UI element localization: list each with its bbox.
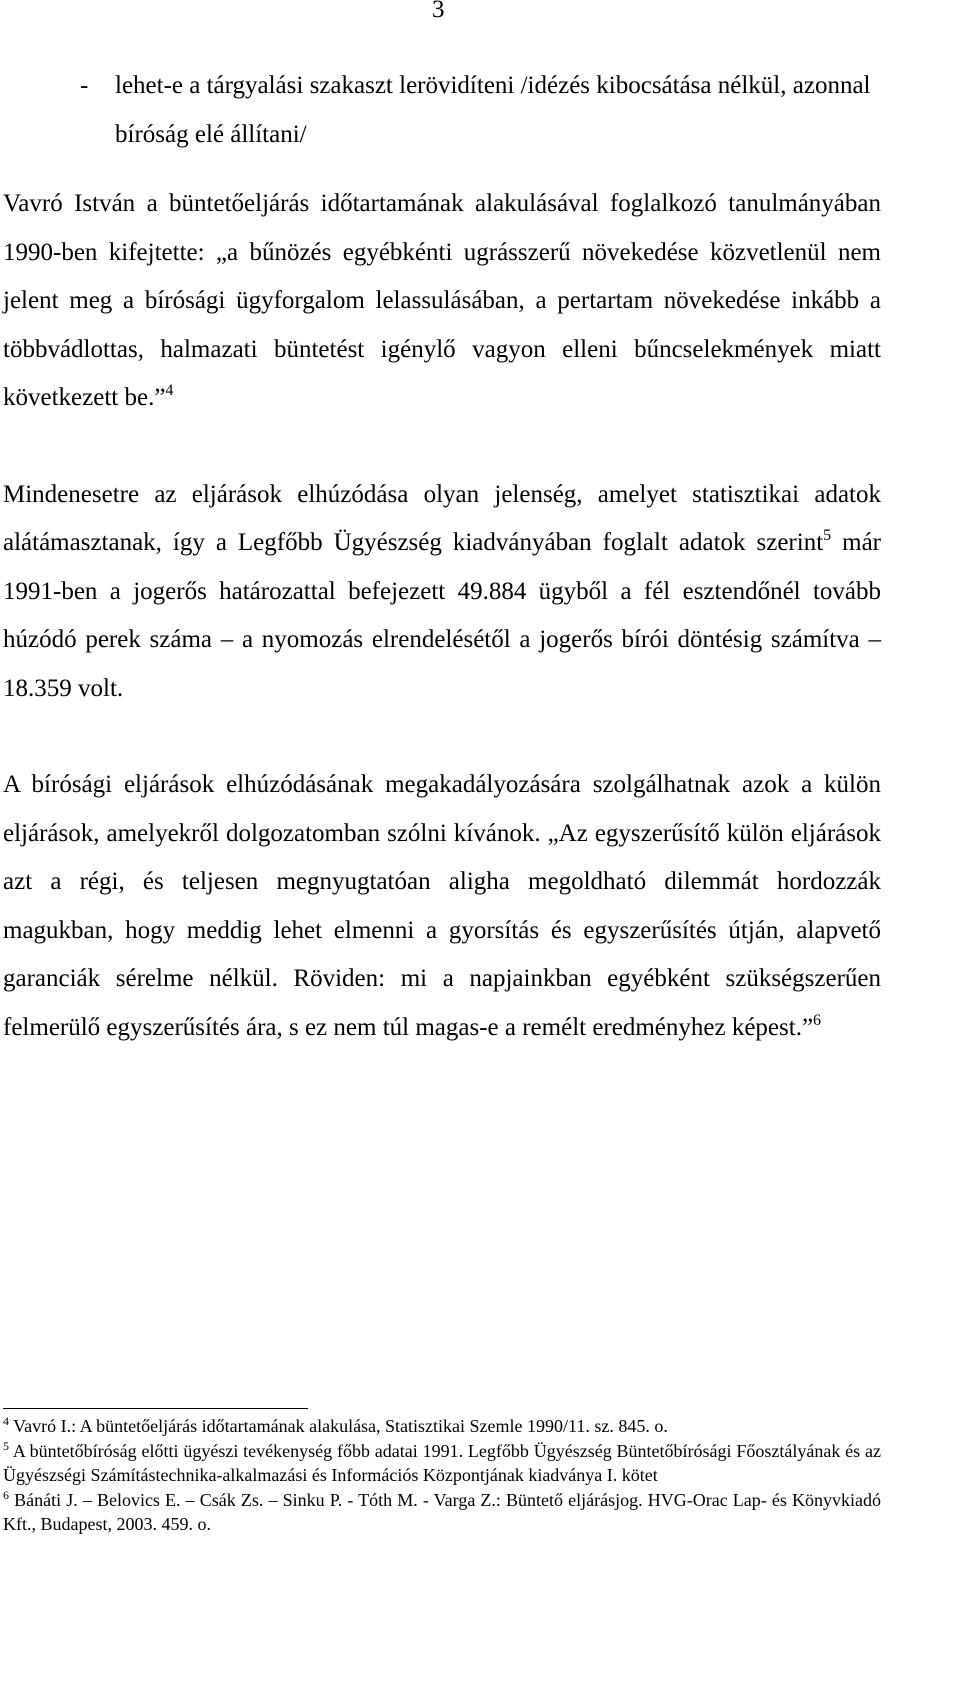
footnote-number: 6 xyxy=(3,1487,9,1502)
paragraph-statistics xyxy=(3,471,881,714)
paragraph-text: A bírósági eljárások elhúzódásának megakadályozására szolgálhatnak azok a külön eljárások, amelyekről dolgozatomban szólni kívánok. „Az egyszerűsítő külön eljárások azt a régi, és teljesen megnyugtatóan aligha megoldható dilemmát hordozzák magukban, hogy meddig lehet elmenni a gyorsítás és egyszerűsítés útján, alapvető garanciák sérelme nélkül. Röviden: mi a napjainkban egyébként szükségszerűen felmerülő egyszerűsítés ára, s ez nem túl magas-e a remélt eredményhez képest.” xyxy=(3,771,881,1041)
footnote-ref[interactable]: 6 xyxy=(813,1011,822,1029)
footnotes xyxy=(3,1414,881,1537)
footnote-ref[interactable]: 4 xyxy=(165,382,174,399)
paragraph-special-procedures xyxy=(3,761,881,1052)
main-text xyxy=(3,62,881,1100)
footnote-separator xyxy=(3,1408,308,1409)
footnote-4 xyxy=(3,1414,881,1439)
bullet-dash: - xyxy=(80,72,89,99)
footnote-ref[interactable]: 5 xyxy=(823,527,832,544)
paragraph-vavro-quote xyxy=(3,180,881,423)
paragraph-text: már 1991-ben a jogerős határozattal befejezett 49.884 ügyből a fél esztendőnél tovább húzódó perek száma – a nyomozás elrendelésétől a jogerős bírói döntésig számítva – 18.359 volt. xyxy=(3,529,881,702)
footnote-text: Bánáti J. – Belovics E. – Csák Zs. – Sinku P. - Tóth M. - Varga Z.: Büntető eljárásjog. HVG-Orac Lap- és Könyvkiadó Kft., Budapest, 2003. 459. o. xyxy=(3,1489,881,1534)
footnote-number: 5 xyxy=(3,1438,9,1453)
footnote-text: A büntetőbíróság előtti ügyészi tevékenység főbb adatai 1991. Legfőbb Ügyészség Büntetőbírósági Főosztályának és az Ügyészségi Számítástechnika-alkalmazási és Információs Központjának kiadványa I. kötet xyxy=(3,1440,881,1485)
paragraph-text: Vavró István a büntetőeljárás időtartamának alakulásával foglalkozó tanulmányában 1990-ben kifejtette: „a bűnözés egyébkénti ugrásszerű növekedése közvetlenül nem jelent meg a bírósági ügyforgalom lelassulásában, a pertartam növekedése inkább a többvádlottas, halmazati büntetést igénylő vagyon elleni bűncselekmények miatt következett be.” xyxy=(3,190,881,411)
bullet-item xyxy=(3,62,881,159)
footnote-number: 4 xyxy=(3,1414,9,1428)
bullet-text: lehet-e a tárgyalási szakaszt lerövidíteni /idézés kibocsátása nélkül, azonnal bíróság elé állítani/ xyxy=(115,72,871,148)
page-number: 3 xyxy=(432,0,445,23)
footnote-text: Vavró I.: A büntetőeljárás időtartamának alakulása, Statisztikai Szemle 1990/11. sz. 845. o. xyxy=(9,1416,668,1436)
paragraph-text: Mindenesetre az eljárások elhúzódása olyan jelenség, amelyet statisztikai adatok alátámasztanak, így a Legfőbb Ügyészség kiadványában foglalt adatok szerint xyxy=(3,480,881,556)
footnote-5 xyxy=(3,1439,881,1488)
footnote-6 xyxy=(3,1488,881,1537)
